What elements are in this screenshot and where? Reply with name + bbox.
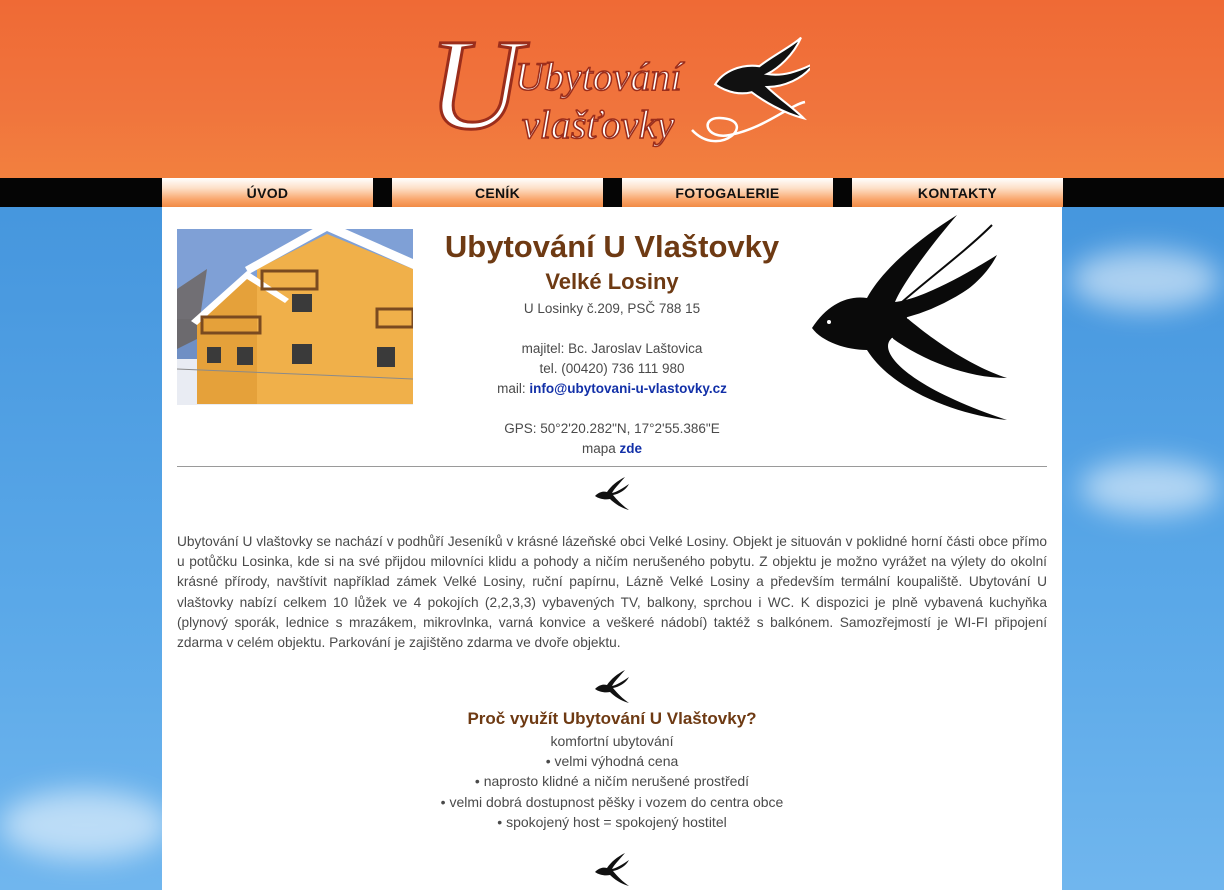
phone: tel. (00420) 736 111 980 <box>539 361 685 376</box>
address: U Losinky č.209, PSČ 788 15 <box>523 301 701 316</box>
nav-item-fotogalerie[interactable]: FOTOGALERIE <box>622 178 833 207</box>
map-link[interactable]: zde <box>619 441 643 456</box>
mail-label: mail: <box>497 381 530 396</box>
logo-initial-text: U <box>428 13 522 157</box>
map-label: mapa <box>581 441 620 456</box>
contact-info <box>412 227 812 459</box>
background-cloud <box>0 790 170 860</box>
site-logo[interactable] <box>420 10 810 175</box>
swallow-divider-icon <box>593 476 631 512</box>
nav-item-uvod[interactable]: ÚVOD <box>162 178 373 207</box>
site-header <box>0 0 1224 178</box>
house-photo[interactable] <box>177 229 413 405</box>
nav-item-kontakty[interactable]: KONTAKTY <box>852 178 1063 207</box>
background-cloud <box>1080 460 1220 515</box>
swallow-divider-icon <box>593 669 631 705</box>
description-paragraph: Ubytování U vlaštovky se nachází v podhůří Jeseníků v krásné lázeňské obci Velké Losiny. Objekt je situován v poklidné horní části obce přímo u potůčku Losinka, kde si na své přijdou milovníci klidu a pohody a ničím nerušeného pobytu. Z objektu je možno vyrážet na výlety do okolní krásné přírody, navštívit například zámek Velké Losiny, ruční papírnu, Lázně Velké Losiny a především termální koupaliště. Ubytování U vlaštovky nabízí celkem 10 lůžek ve 4 pokojích (2,2,3,3) vybavených TV, balkony, sprchou i WC. K dispozici je plně vybavená kuchyňka (plynový sporák, lednice s mrazákem, mikrovlnka, varná konvice a veškeré nádobí) taktéž s balkónem. Samozřejmostí je WI-FI připojení zdarma v celém objektu. Parkování je zajištěno zdarma ve dvoře objektu. <box>177 534 1047 651</box>
why-section <box>412 707 812 832</box>
logo-line1: Ubytování <box>515 54 682 99</box>
divider-line <box>177 466 1047 467</box>
why-item: • velmi výhodná cena <box>545 753 679 770</box>
page-subtitle: Velké Losiny <box>545 269 679 294</box>
why-item: komfortní ubytování <box>550 733 674 749</box>
mail-line <box>412 379 812 399</box>
logo-initial <box>428 13 529 157</box>
nav-item-cenik[interactable]: CENÍK <box>392 178 603 207</box>
swallow-divider-icon <box>593 852 631 888</box>
why-item: • spokojený host = spokojený hostitel <box>497 813 727 830</box>
main-content <box>162 207 1062 890</box>
owner: majitel: Bc. Jaroslav Laštovica <box>521 341 703 356</box>
page-title: Ubytování U Vlaštovky <box>444 229 780 264</box>
gps: GPS: 50°2'20.282"N, 17°2'55.386"E <box>504 421 720 436</box>
mail-link[interactable]: info@ubytovani-u-vlastovky.cz <box>529 381 727 396</box>
logo-line2: vlašťovky <box>522 102 675 147</box>
why-item: • velmi dobrá dostupnost pěšky i vozem do centra obce <box>440 793 784 810</box>
why-title: Proč využít Ubytování U Vlaštovky? <box>467 709 757 728</box>
background-cloud <box>1070 250 1220 310</box>
map-line <box>412 439 812 459</box>
swallow-icon <box>807 210 1012 425</box>
why-item: • naprosto klidné a ničím nerušené prostředí <box>474 773 750 790</box>
